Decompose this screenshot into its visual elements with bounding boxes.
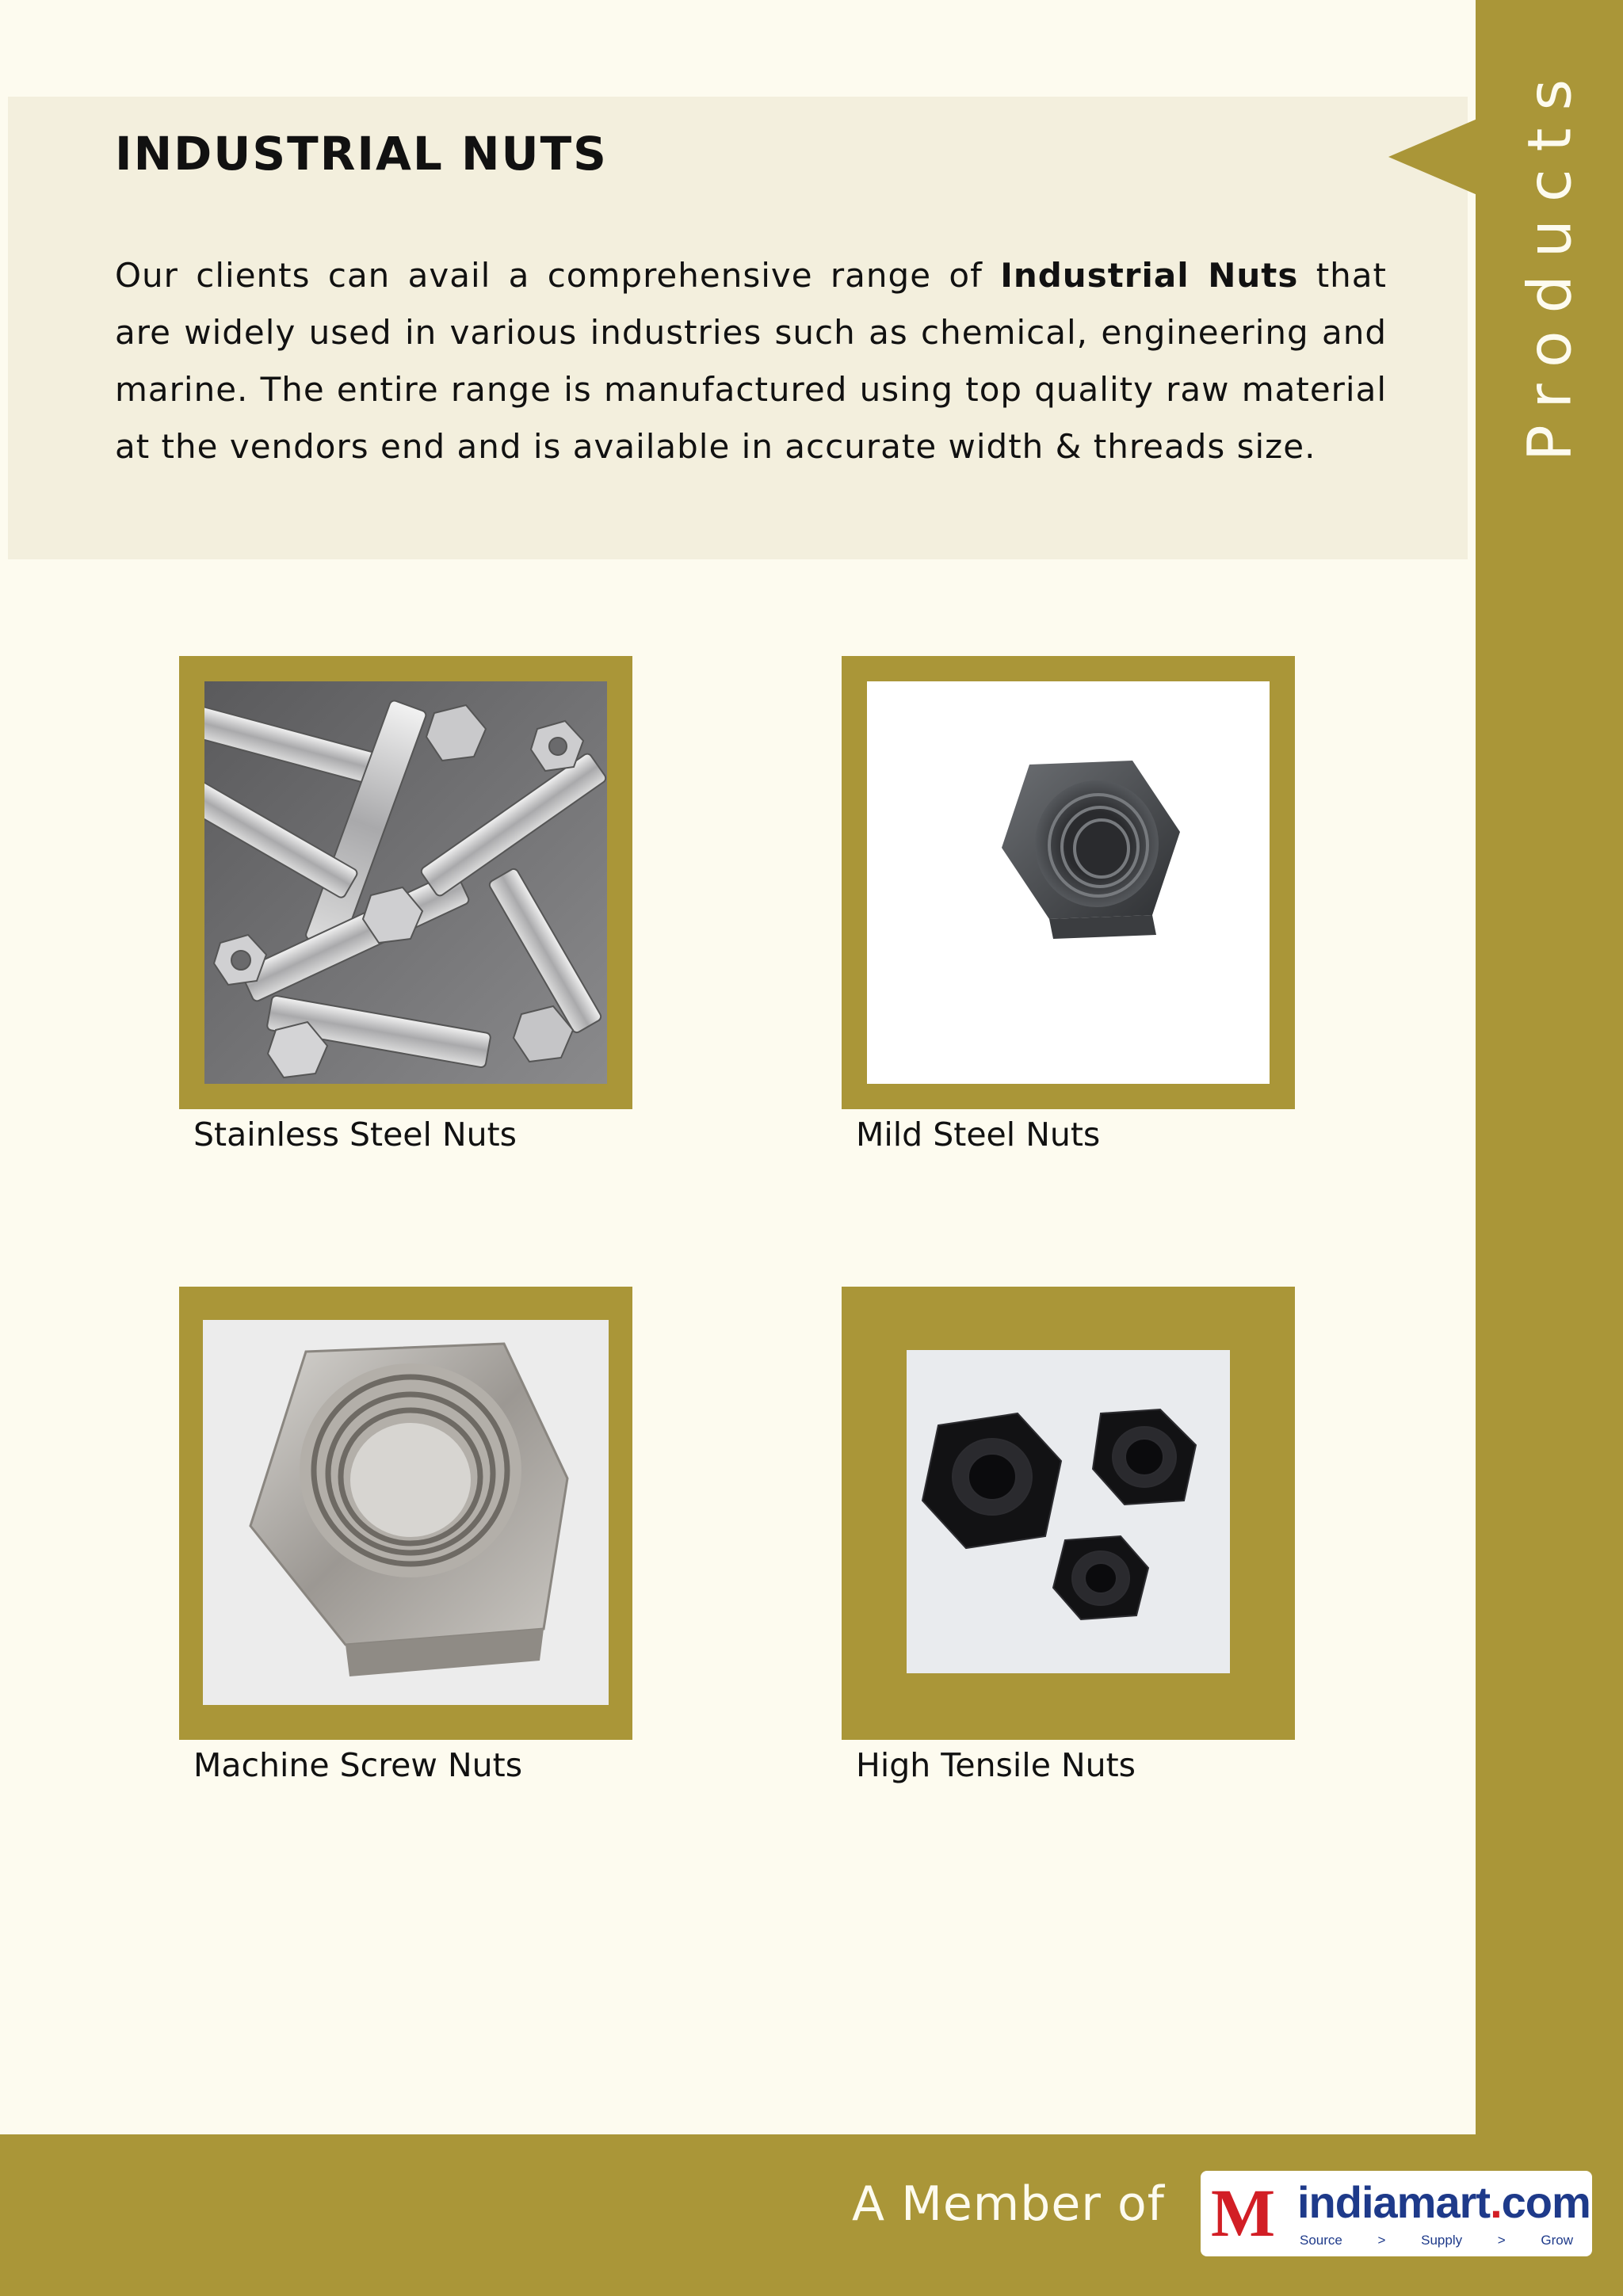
page-title: INDUSTRIAL NUTS (115, 127, 608, 181)
intro-text-end: that are widely used in various industries such as chemical, engineering and marine. The entire range is manufactured using top quality raw material at the vendors end and is available in accurate width & threads size. (115, 256, 1387, 466)
indiamart-logo-wordmark (1297, 2179, 1591, 2226)
sidebar-label: Products (1514, 61, 1585, 462)
intro-text-start: Our clients can avail a comprehensive range of (115, 256, 1001, 295)
product-card-machine-screw-nuts[interactable] (179, 1287, 632, 1784)
tagline-arrow: > (1497, 2233, 1506, 2248)
section-flag-arrow (1388, 119, 1477, 195)
product-caption[interactable]: Stainless Steel Nuts (193, 1116, 517, 1154)
tagline-grow: Grow (1541, 2233, 1573, 2248)
machine-screw-nuts-photo[interactable] (203, 1320, 609, 1705)
indiamart-logo-mark: M (1211, 2175, 1276, 2251)
member-of-text: A Member of (852, 2176, 1165, 2232)
product-caption[interactable]: Mild Steel Nuts (856, 1116, 1101, 1154)
product-frame (179, 656, 632, 1109)
intro-paragraph (115, 247, 1387, 475)
product-frame (179, 1287, 632, 1740)
product-frame (842, 1287, 1295, 1740)
product-frame (842, 656, 1295, 1109)
tagline-arrow: > (1377, 2233, 1386, 2248)
indiamart-tagline (1300, 2233, 1573, 2248)
product-card-mild-steel-nuts[interactable] (842, 656, 1295, 1154)
stainless-steel-nuts-photo[interactable] (204, 681, 607, 1084)
product-caption[interactable]: High Tensile Nuts (856, 1746, 1136, 1784)
product-card-stainless-steel-nuts[interactable] (179, 656, 632, 1154)
logo-name: indiamart (1297, 2177, 1491, 2227)
tagline-source: Source (1300, 2233, 1342, 2248)
logo-dot: . (1490, 2177, 1502, 2227)
intro-text-bold: Industrial Nuts (1000, 256, 1299, 295)
logo-tld: com (1501, 2177, 1591, 2227)
mild-steel-nuts-photo[interactable] (867, 681, 1270, 1084)
high-tensile-nuts-photo[interactable] (907, 1350, 1230, 1673)
product-card-high-tensile-nuts[interactable] (842, 1287, 1295, 1784)
tagline-supply: Supply (1421, 2233, 1463, 2248)
product-caption[interactable]: Machine Screw Nuts (193, 1746, 523, 1784)
